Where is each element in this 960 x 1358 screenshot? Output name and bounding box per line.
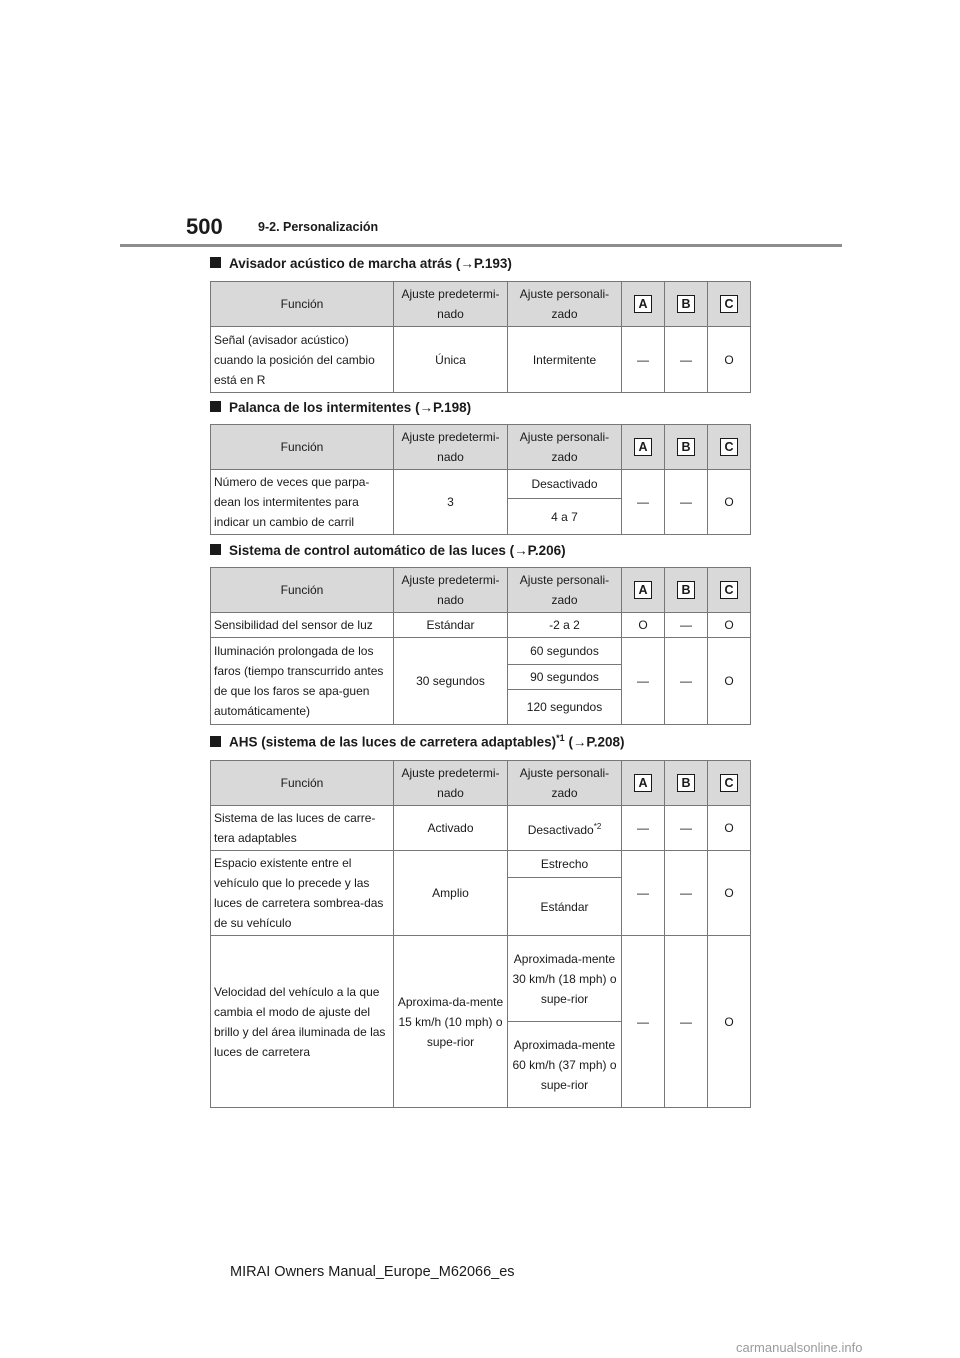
page-number: 500	[186, 214, 223, 239]
section-title: Sistema de control automático de las luces (→P.206)	[229, 543, 566, 558]
custom-cell: -2 a 2	[508, 613, 622, 638]
custom-cell: Aproximada-mente 30 km/h (18 mph) o supe-rior	[508, 936, 622, 1022]
column-header-function: Función	[211, 761, 394, 806]
column-header-default: Ajuste predetermi-nado	[394, 761, 508, 806]
b-cell: —	[665, 851, 708, 936]
square-bullet-icon	[210, 401, 221, 412]
b-cell: —	[665, 327, 708, 393]
c-cell: O	[708, 613, 751, 638]
default-cell: 3	[394, 470, 508, 535]
settings-table	[210, 760, 751, 1108]
function-cell: Iluminación prolongada de los faros (tiempo transcurrido antes de que los faros se apa-guen automáticamente)	[211, 638, 394, 725]
function-cell: Sistema de las luces de carre-tera adaptables	[211, 806, 394, 851]
custom-cell: 4 a 7	[508, 499, 622, 535]
table-header-row	[211, 568, 751, 613]
default-cell: Estándar	[394, 613, 508, 638]
custom-cell: 120 segundos	[508, 690, 622, 725]
section-heading-turn-signal-lever	[210, 400, 471, 415]
column-header-default: Ajuste predetermi-nado	[394, 282, 508, 327]
page-reference: (→P.208)	[568, 734, 625, 750]
table-row	[211, 613, 751, 638]
custom-cell: 60 segundos	[508, 638, 622, 665]
section-label: 9-2. Personalización	[258, 220, 379, 234]
section-title: Palanca de los intermitentes (→P.198)	[229, 400, 472, 415]
watermark: carmanualsonline.info	[736, 1340, 863, 1355]
custom-cell: Estrecho	[508, 851, 622, 878]
manual-footer: MIRAI Owners Manual_Europe_M62066_es	[230, 1264, 515, 1280]
a-cell: —	[622, 851, 665, 936]
section-heading-ahs	[210, 733, 624, 750]
table-row	[211, 806, 751, 851]
column-a-label: A	[634, 581, 652, 599]
function-cell: Velocidad del vehículo a la que cambia el modo de ajuste del brillo y del área iluminada de las luces de carretera	[211, 936, 394, 1108]
column-c-label: C	[720, 581, 738, 599]
b-cell: —	[665, 936, 708, 1108]
section-title: AHS (sistema de las luces de carretera adaptables)	[229, 734, 557, 750]
column-header-function: Función	[211, 568, 394, 613]
default-cell: Única	[394, 327, 508, 393]
c-cell: O	[708, 851, 751, 936]
column-b-label: B	[677, 774, 695, 792]
column-header-custom: Ajuste personali-zado	[508, 425, 622, 470]
table-row	[211, 638, 751, 665]
square-bullet-icon	[210, 544, 221, 555]
custom-cell: Estándar	[508, 878, 622, 936]
column-header-custom: Ajuste personali-zado	[508, 282, 622, 327]
a-cell: —	[622, 327, 665, 393]
c-cell: O	[708, 638, 751, 725]
header-divider	[120, 244, 842, 247]
a-cell: —	[622, 936, 665, 1108]
b-cell: —	[665, 638, 708, 725]
column-header-default: Ajuste predetermi-nado	[394, 568, 508, 613]
column-header-custom: Ajuste personali-zado	[508, 761, 622, 806]
b-cell: —	[665, 613, 708, 638]
default-cell: Activado	[394, 806, 508, 851]
settings-table	[210, 567, 751, 725]
column-c-label: C	[720, 774, 738, 792]
custom-cell: Aproximada-mente 60 km/h (37 mph) o supe-rior	[508, 1022, 622, 1108]
column-a-label: A	[634, 438, 652, 456]
table-row	[211, 936, 751, 1022]
a-cell: —	[622, 806, 665, 851]
custom-cell: Intermitente	[508, 327, 622, 393]
custom-cell: Desactivado	[508, 470, 622, 499]
column-header-default: Ajuste predetermi-nado	[394, 425, 508, 470]
b-cell: —	[665, 806, 708, 851]
c-cell: O	[708, 806, 751, 851]
table-header-row	[211, 761, 751, 806]
custom-value: Desactivado	[527, 822, 594, 837]
section-heading-reverse-buzzer	[210, 256, 512, 271]
c-cell: O	[708, 327, 751, 393]
table-row	[211, 327, 751, 393]
function-cell: Número de veces que parpa-dean los intermitentes para indicar un cambio de carril	[211, 470, 394, 535]
default-cell: Aproxima-da-mente 15 km/h (10 mph) o supe-rior	[394, 936, 508, 1108]
column-c-label: C	[720, 438, 738, 456]
column-c-label: C	[720, 295, 738, 313]
b-cell: —	[665, 470, 708, 535]
column-header-function: Función	[211, 425, 394, 470]
function-cell: Sensibilidad del sensor de luz	[211, 613, 394, 638]
default-cell: Amplio	[394, 851, 508, 936]
section-title: Avisador acústico de marcha atrás (→P.193)	[229, 256, 512, 271]
square-bullet-icon	[210, 736, 221, 747]
table-header-row	[211, 425, 751, 470]
a-cell: —	[622, 638, 665, 725]
column-b-label: B	[677, 295, 695, 313]
function-cell: Espacio existente entre el vehículo que lo precede y las luces de carretera sombrea-das de su vehículo	[211, 851, 394, 936]
column-b-label: B	[677, 438, 695, 456]
settings-table	[210, 424, 751, 535]
settings-table	[210, 281, 751, 393]
column-a-label: A	[634, 295, 652, 313]
default-cell: 30 segundos	[394, 638, 508, 725]
footnote-marker: *1	[556, 733, 565, 743]
function-cell: Señal (avisador acústico) cuando la posición del cambio está en R	[211, 327, 394, 393]
custom-cell: 90 segundos	[508, 665, 622, 690]
square-bullet-icon	[210, 257, 221, 268]
c-cell: O	[708, 936, 751, 1108]
table-row	[211, 851, 751, 878]
column-a-label: A	[634, 774, 652, 792]
table-header-row	[211, 282, 751, 327]
section-heading-auto-light-control	[210, 543, 566, 558]
table-row	[211, 470, 751, 499]
custom-cell	[508, 806, 622, 851]
footnote-marker: *2	[593, 821, 602, 831]
c-cell: O	[708, 470, 751, 535]
a-cell: O	[622, 613, 665, 638]
column-header-function: Función	[211, 282, 394, 327]
a-cell: —	[622, 470, 665, 535]
column-b-label: B	[677, 581, 695, 599]
column-header-custom: Ajuste personali-zado	[508, 568, 622, 613]
